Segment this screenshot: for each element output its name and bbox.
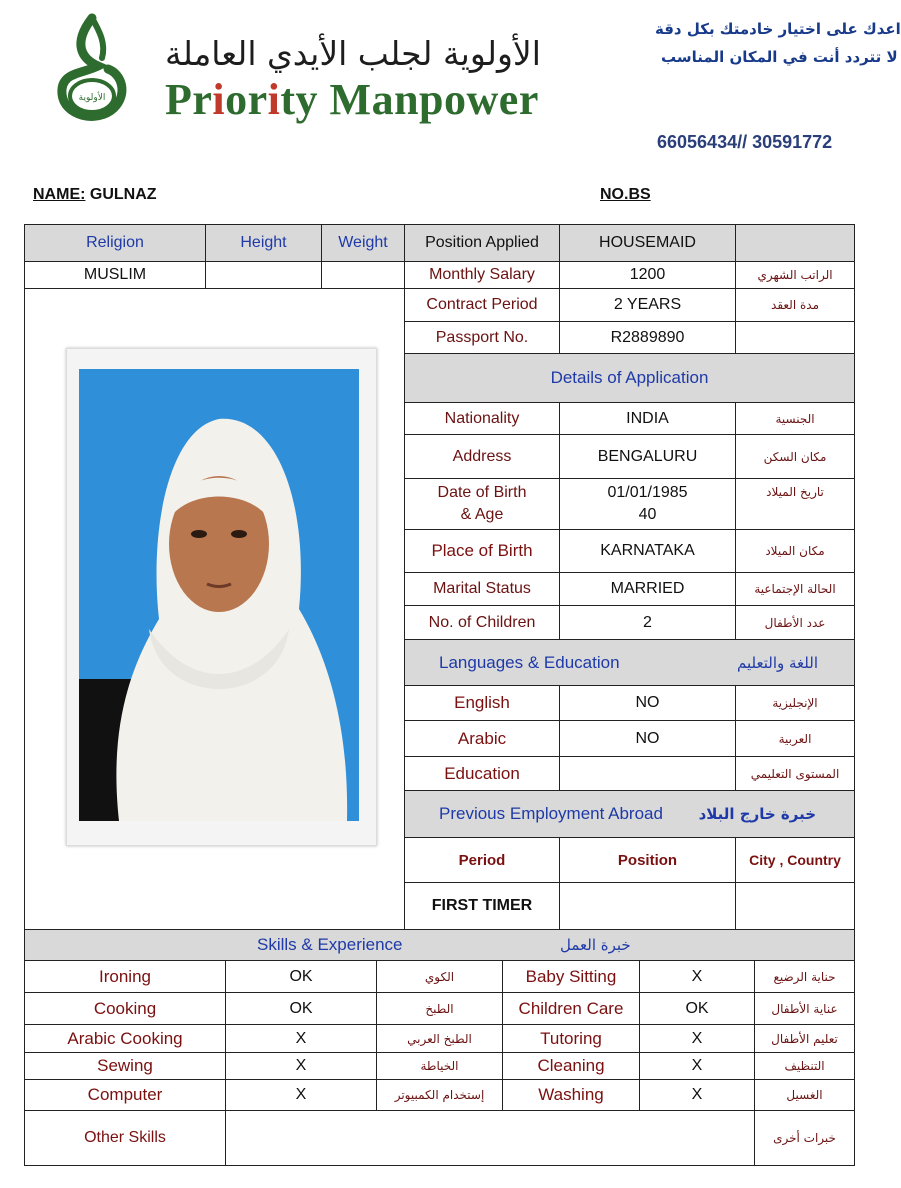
languages-title-arabic: اللغة والتعليم xyxy=(737,653,818,672)
skill-left-value: X xyxy=(225,1079,377,1111)
brand-accent-i: i xyxy=(267,75,281,124)
skill-right-value: X xyxy=(639,1079,755,1111)
position-applied-blank xyxy=(735,224,855,262)
arabic-label: Arabic xyxy=(404,720,560,757)
children-value: 2 xyxy=(559,605,736,640)
skill-right-arabic: حناية الرضيع xyxy=(754,960,855,993)
skill-left-value: X xyxy=(225,1052,377,1080)
skill-left-label: Ironing xyxy=(24,960,226,993)
name-label: NAME: xyxy=(33,186,86,203)
employment-title-arabic: خبرة خارج البلاد xyxy=(698,805,816,823)
dob-label-line2: & Age xyxy=(460,506,504,523)
skill-right-value: X xyxy=(639,1024,755,1053)
children-label: No. of Children xyxy=(404,605,560,640)
details-section-header: Details of Application xyxy=(404,353,855,403)
brand-part: ty Manpower xyxy=(280,75,539,124)
address-label: Address xyxy=(404,434,560,479)
religion-header: Religion xyxy=(24,224,206,262)
height-value xyxy=(205,261,322,289)
slogan-line-1: اعدك على اختيار خادمتك بكل دقة xyxy=(655,20,901,38)
skills-title: Skills & Experience xyxy=(257,935,403,954)
position-applied-value: HOUSEMAID xyxy=(559,224,736,262)
education-arabic: المستوى التعليمي xyxy=(735,756,855,791)
weight-value xyxy=(321,261,405,289)
other-skills-arabic: خبرات أخرى xyxy=(754,1110,855,1166)
education-label: Education xyxy=(404,756,560,791)
skill-right-value: X xyxy=(639,960,755,993)
skill-right-label: Baby Sitting xyxy=(502,960,640,993)
monthly-salary-value: 1200 xyxy=(559,261,736,289)
address-arabic: مكان السكن xyxy=(735,434,855,479)
applicant-photo xyxy=(79,369,359,821)
skill-left-value: X xyxy=(225,1024,377,1053)
employment-city-header: City , Country xyxy=(735,837,855,883)
skill-right-arabic: الغسيل xyxy=(754,1079,855,1111)
employment-city-value xyxy=(735,882,855,930)
monthly-salary-label: Monthly Salary xyxy=(404,261,560,289)
nationality-label: Nationality xyxy=(404,402,560,435)
passport-label: Passport No. xyxy=(404,321,560,354)
marital-status-value: MARRIED xyxy=(559,572,736,606)
nationality-value: INDIA xyxy=(559,402,736,435)
skill-left-arabic: الكوي xyxy=(376,960,503,993)
skill-right-arabic: تعليم الأطفال xyxy=(754,1024,855,1053)
skill-left-arabic: الخياطة xyxy=(376,1052,503,1080)
skill-right-value: OK xyxy=(639,992,755,1025)
skill-right-label: Washing xyxy=(502,1079,640,1111)
skill-right-label: Tutoring xyxy=(502,1024,640,1053)
skill-left-arabic: إستخدام الكمبيوتر xyxy=(376,1079,503,1111)
skill-left-arabic: الطبخ xyxy=(376,992,503,1025)
dob-value xyxy=(559,478,736,530)
english-arabic: الإنجليزية xyxy=(735,685,855,721)
dob-age: 40 xyxy=(638,506,657,523)
name-value: GULNAZ xyxy=(89,186,157,203)
dob-arabic: تاريخ الميلاد xyxy=(735,478,855,530)
address-value: BENGALURU xyxy=(559,434,736,479)
skills-section-header xyxy=(24,929,855,961)
skill-left-label: Sewing xyxy=(24,1052,226,1080)
applicant-name-line xyxy=(33,186,157,204)
employment-section-header xyxy=(404,790,855,838)
contract-period-arabic: مدة العقد xyxy=(735,288,855,322)
monthly-salary-arabic: الراتب الشهري xyxy=(735,261,855,289)
contract-period-label: Contract Period xyxy=(404,288,560,322)
weight-header: Weight xyxy=(321,224,405,262)
religion-value: MUSLIM xyxy=(24,261,206,289)
other-skills-label: Other Skills xyxy=(24,1110,226,1166)
employment-position-value xyxy=(559,882,736,930)
company-logo xyxy=(52,14,132,126)
height-header: Height xyxy=(205,224,322,262)
phone-numbers: 66056434// 30591772 xyxy=(657,132,833,152)
skill-left-value: OK xyxy=(225,992,377,1025)
arabic-value: NO xyxy=(559,720,736,757)
contract-period-value: 2 YEARS xyxy=(559,288,736,322)
education-value xyxy=(559,756,736,791)
skill-right-label: Children Care xyxy=(502,992,640,1025)
skill-left-label: Arabic Cooking xyxy=(24,1024,226,1053)
employment-period-header: Period xyxy=(404,837,560,883)
skill-right-arabic: التنظيف xyxy=(754,1052,855,1080)
logo-text: الأولوية xyxy=(78,93,106,103)
marital-status-arabic: الحالة الإجتماعية xyxy=(735,572,855,606)
skill-left-label: Computer xyxy=(24,1079,226,1111)
children-arabic: عدد الأطفال xyxy=(735,605,855,640)
brand-part: or xyxy=(225,75,268,124)
place-of-birth-label: Place of Birth xyxy=(404,529,560,573)
employment-period-value: FIRST TIMER xyxy=(404,882,560,930)
languages-section-header xyxy=(404,639,855,686)
position-applied-label: Position Applied xyxy=(404,224,560,262)
brand-name-arabic: الأولوية لجلب الأيدي العاملة xyxy=(165,34,541,73)
skill-left-label: Cooking xyxy=(24,992,226,1025)
skill-left-arabic: الطبخ العربي xyxy=(376,1024,503,1053)
applicant-photo-frame xyxy=(66,348,377,846)
marital-status-label: Marital Status xyxy=(404,572,560,606)
english-value: NO xyxy=(559,685,736,721)
other-skills-value xyxy=(225,1110,755,1166)
dob-date: 01/01/1985 xyxy=(607,484,688,501)
employment-title: Previous Employment Abroad xyxy=(439,804,663,823)
reference-number: NO.BS xyxy=(600,186,651,203)
passport-value: R2889890 xyxy=(559,321,736,354)
place-of-birth-arabic: مكان الميلاد xyxy=(735,529,855,573)
skill-left-value: OK xyxy=(225,960,377,993)
skill-right-arabic: عناية الأطفال xyxy=(754,992,855,1025)
place-of-birth-value: KARNATAKA xyxy=(559,529,736,573)
languages-title: Languages & Education xyxy=(439,652,620,672)
brand-name-english xyxy=(165,74,539,125)
skill-right-label: Cleaning xyxy=(502,1052,640,1080)
slogan-line-2: لا تتردد أنت في المكان المناسب xyxy=(661,48,898,66)
brand-accent-i: i xyxy=(212,75,226,124)
skill-right-value: X xyxy=(639,1052,755,1080)
dob-label xyxy=(404,478,560,530)
arabic-arabic: العربية xyxy=(735,720,855,757)
brand-part: Pr xyxy=(165,75,213,124)
skills-title-arabic: خبرة العمل xyxy=(560,936,631,954)
employment-position-header: Position xyxy=(559,837,736,883)
dob-label-line1: Date of Birth xyxy=(437,484,527,501)
english-label: English xyxy=(404,685,560,721)
nationality-arabic: الجنسية xyxy=(735,402,855,435)
passport-arabic xyxy=(735,321,855,354)
